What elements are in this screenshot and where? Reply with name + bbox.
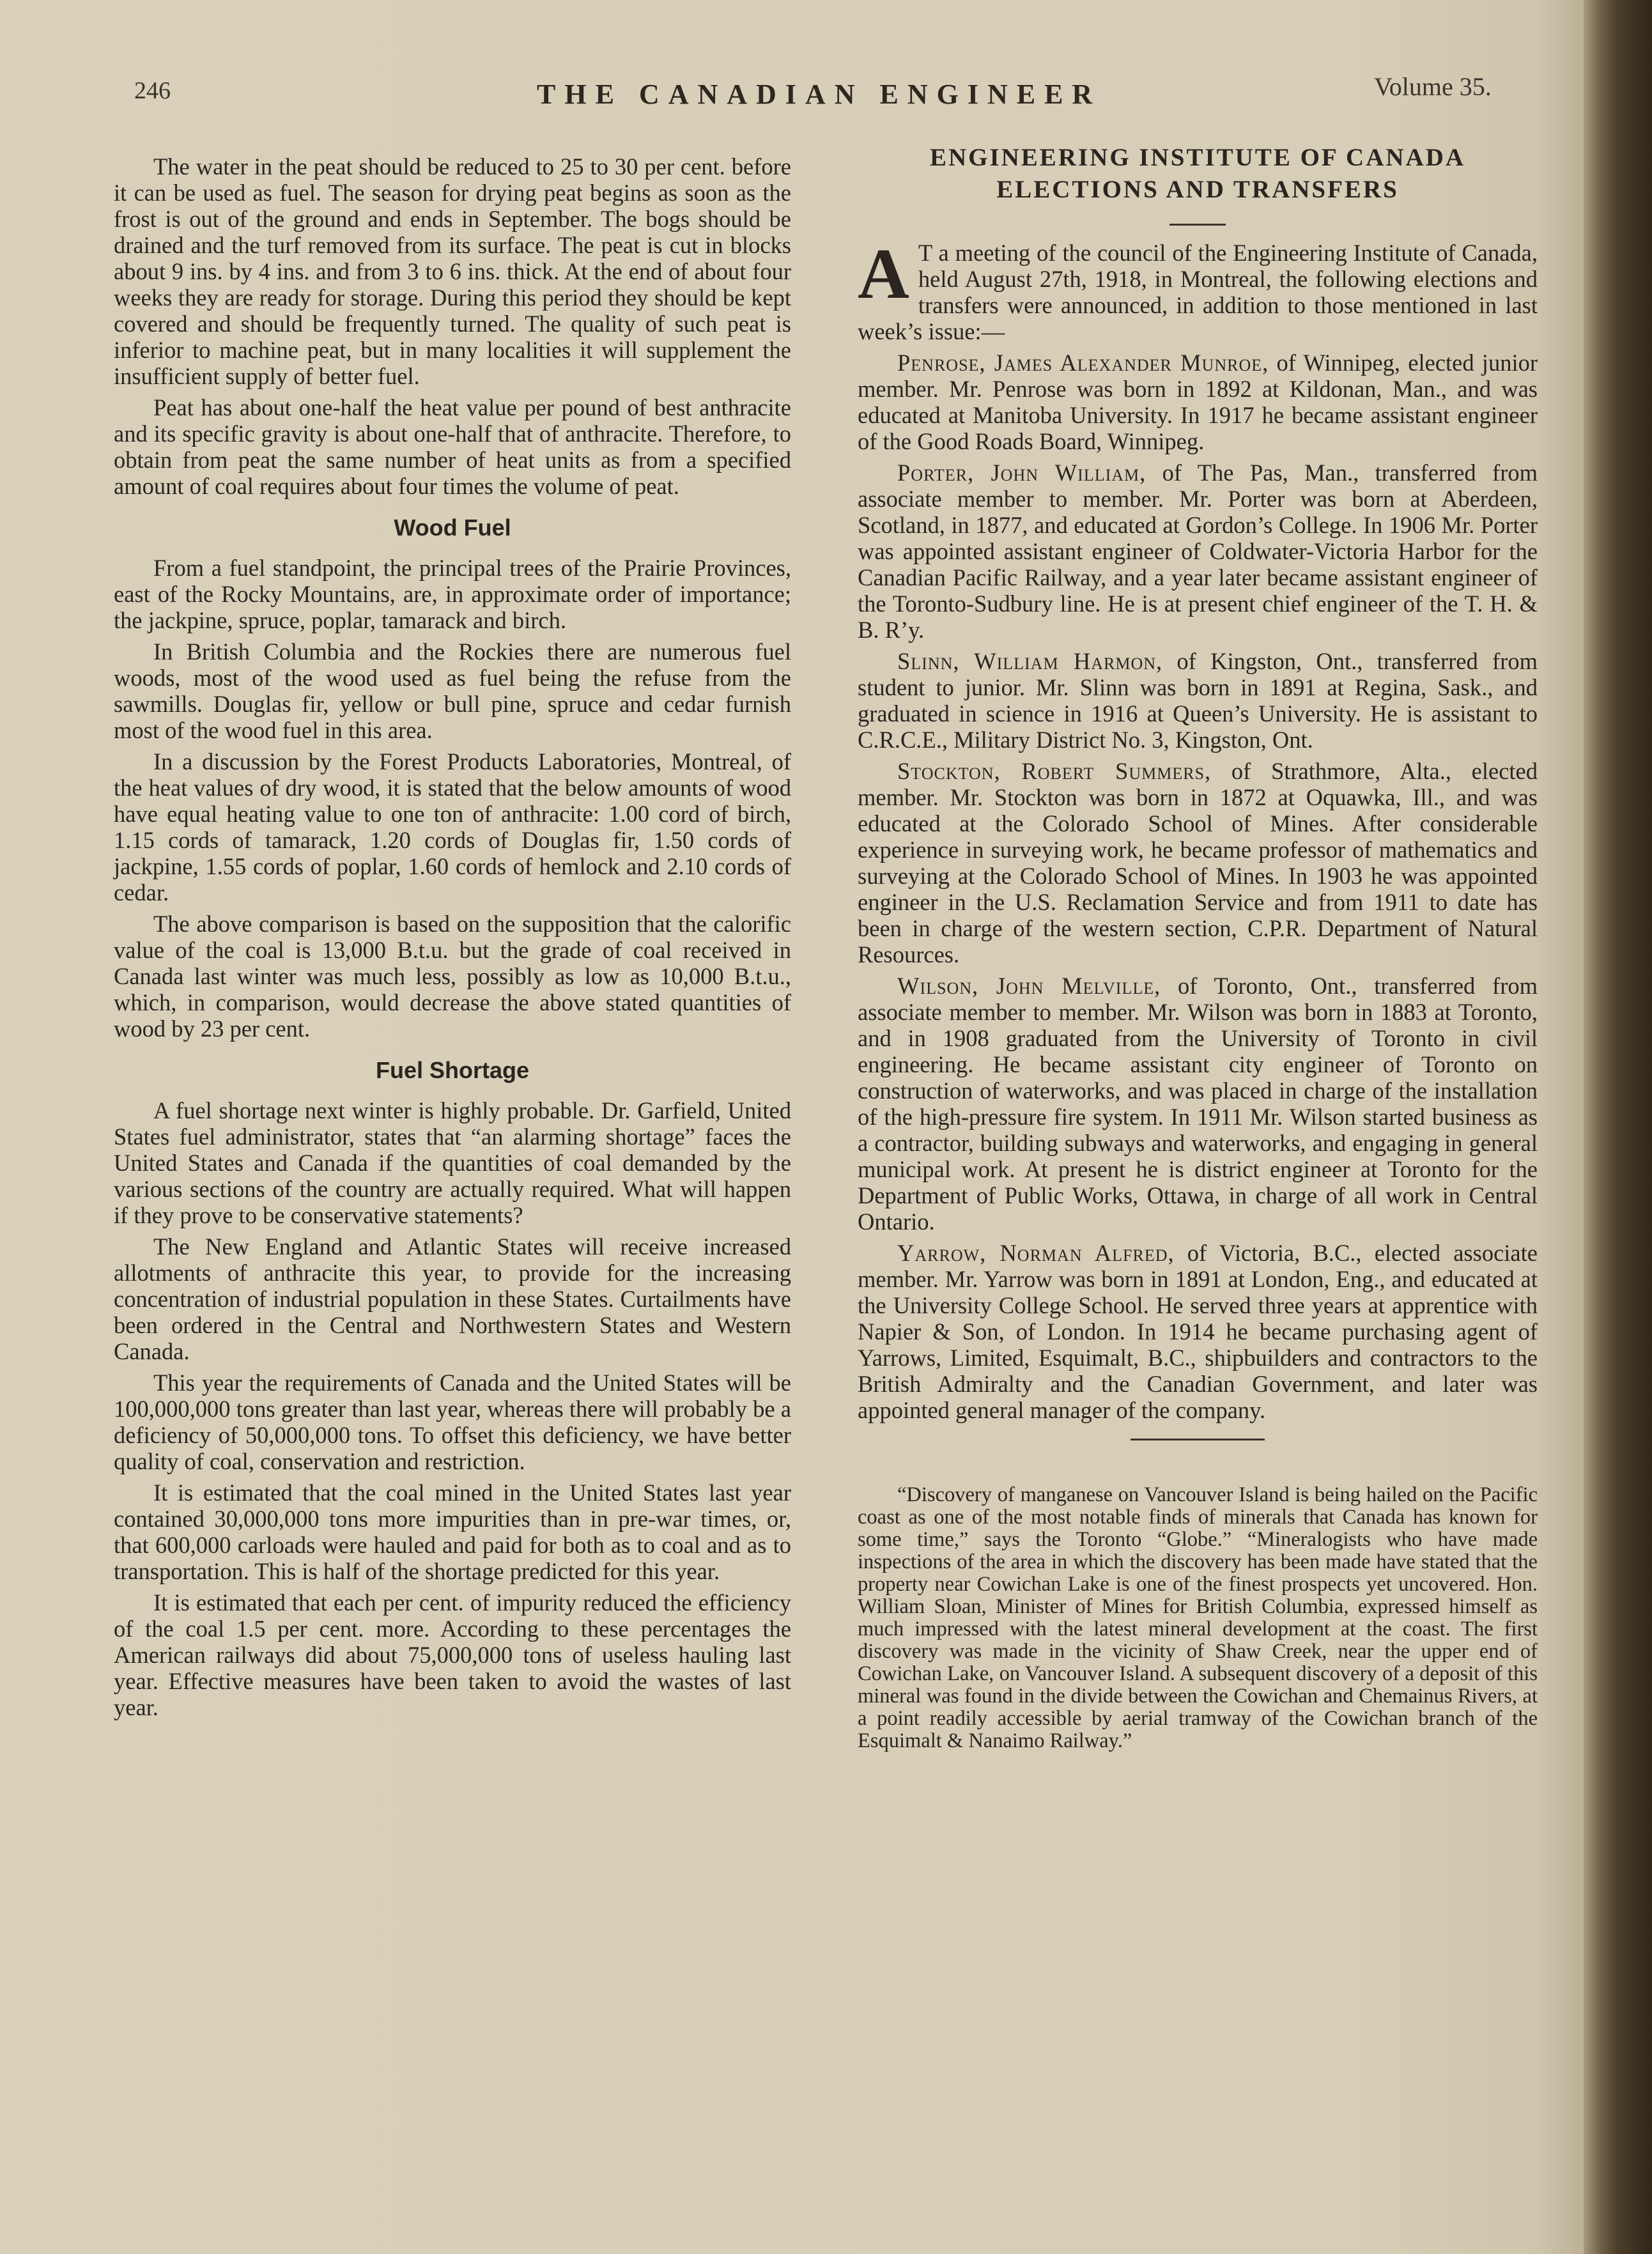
paragraph: The water in the peat should be reduced to 25 to 30 per cent. before it can be used as fuel. The season for drying peat begins as soon as the frost is out of the ground and ends in September. The bogs should be drained and the turf removed from its surface. The peat is cut in blocks about 9 ins. by 4 ins. and from 3 to 6 ins. thick. At the end of about four weeks they are ready for storage. During this period they should be kept covered and should be frequently turned. The quality of such peat is inferior to machine peat, but in many localities it will supplement the insufficient supply of better fuel. bbox=[114, 153, 791, 389]
article-title-line: ENGINEERING INSTITUTE OF CANADA bbox=[929, 144, 1466, 171]
journal-title: THE CANADIAN ENGINEER bbox=[537, 79, 1102, 110]
paragraph: In a discussion by the Forest Products Laboratories, Montreal, of the heat values of dry wood, it is stated that the below amounts of wood have equal heating value to one ton of anthracite: 1.00 cord of birch, 1.15 cords of tamarack, 1.20 cords of Douglas fir, 1.50 cords of jackpine, 1.55 cords of poplar, 1.60 cords of hemlock and 2.10 cords of cedar. bbox=[114, 748, 791, 906]
drop-cap: A bbox=[858, 235, 909, 314]
section-heading-fuel-shortage: Fuel Shortage bbox=[375, 1057, 530, 1083]
member-name: Yarrow, Norman Alfred, bbox=[897, 1240, 1175, 1266]
paragraph: The New England and Atlantic States will receive increased allotments of anthracite this year, to provide for the increasing concentration of industrial population in these States. Curtailments have been ordered in the Central and Northwestern States and Western Canada. bbox=[114, 1233, 791, 1364]
member-entry bbox=[858, 973, 1538, 1235]
member-entry bbox=[858, 1240, 1538, 1423]
paragraph: From a fuel standpoint, the principal trees of the Prairie Provinces, east of the Rocky Mountains, are, in approximate order of importance; the jackpine, spruce, poplar, tamarack and birch. bbox=[114, 555, 791, 633]
paragraph: The above comparison is based on the supposition that the calorific value of the coal is 13,000 B.t.u. but the grade of coal received in Canada last winter was much less, possibly as low as 10,000 B.t.u., which, in comparison, would decrease the above stated quantities of wood by 23 per cent. bbox=[114, 911, 791, 1042]
paragraph: A fuel shortage next winter is highly probable. Dr. Garfield, United States fuel administrator, states that “an alarming shortage” faces the United States and Canada if the quantities of coal demanded by the various sections of the country are actually required. What will happen if they prove to be conservative statements? bbox=[114, 1097, 791, 1228]
book-spine bbox=[1584, 0, 1652, 2254]
member-name: Stockton, Robert Summers, bbox=[897, 758, 1212, 784]
page-number: 246 bbox=[134, 77, 171, 104]
member-text: of Strathmore, Alta., elected member. Mr. Stockton was born in 1872 at Oquawka, Ill., and was educated at the Colorado School of Mines. After considerable experience in surveying work, he became professor of mathematics and surveying at the Colorado School of Mines. In 1903 he was appointed engineer in the U.S. Reclamation Service and from 1911 to date has been in charge of the western section, C.P.R. Department of Natural Resources. bbox=[858, 758, 1538, 968]
intro-paragraph bbox=[858, 235, 1538, 344]
manganese-news-item bbox=[858, 1484, 1538, 1752]
member-entry bbox=[858, 350, 1538, 454]
member-name: Porter, John William, bbox=[897, 459, 1146, 486]
section-heading-wood-fuel: Wood Fuel bbox=[394, 514, 511, 541]
quote-paragraph: “Discovery of manganese on Vancouver Island is being hailed on the Pacific coast as one of the most notable finds of minerals that Canada has known for some time,” says the Toronto “Globe.” “Mineralogists who have made inspections of the area in which the discovery has been made have stated that the property near Cowichan Lake is one of the finest prospects yet uncovered. Hon. William Sloan, Minister of Mines for British Columbia, expressed himself as much impressed with the latest mineral development at the coast. The first discovery was made in the vicinity of Shaw Creek, near the upper end of Cowichan Lake, on Vancouver Island. A subsequent discovery of a deposit of this mineral was found in the divide between the Cowichan and Chemainus Rivers, at a point readily accessible by aerial tramway of the Cowichan branch of the Esquimalt & Nanaimo Railway.” bbox=[858, 1483, 1538, 1752]
title-rule bbox=[1170, 224, 1226, 226]
paragraph: In British Columbia and the Rockies there are numerous fuel woods, most of the wood used as fuel being the refuse from the sawmills. Douglas fir, yellow or bull pine, spruce and cedar furnish most of the wood fuel in this area. bbox=[114, 638, 791, 743]
right-column bbox=[858, 142, 1538, 1752]
member-text: of Winnipeg, elected junior member. Mr. Penrose was born in 1892 at Kildonan, Man., and was educated at Manitoba University. In 1917 he became assistant engineer of the Good Roads Board, Winnipeg. bbox=[858, 350, 1538, 454]
article-title bbox=[858, 142, 1538, 206]
member-text: of The Pas, Man., transferred from associate member to member. Mr. Porter was born at Aberdeen, Scotland, in 1877, and educated at Gordon’s College. In 1906 Mr. Porter was appointed assistant engineer of Coldwater-Victoria Harbor for the Canadian Pacific Railway, and a year later became assistant engineer of the Toronto-Sudbury line. He is at present chief engineer of the T. H. & B. R’y. bbox=[858, 459, 1538, 643]
member-name: Penrose, James Alexander Munroe, bbox=[897, 350, 1269, 376]
member-name: Wilson, John Melville, bbox=[897, 973, 1161, 999]
volume-label: Volume 35. bbox=[1374, 72, 1492, 101]
section-divider bbox=[1131, 1439, 1265, 1440]
left-column bbox=[114, 153, 791, 1725]
member-text: of Victoria, B.C., elected associate member. Mr. Yarrow was born in 1891 at London, Eng., and educated at the University College School. He served three years at apprentice with Napier & Son, of London. In 1914 he became purchasing agent of Yarrows, Limited, Esquimalt, B.C., shipbuilders and contractors to the British Admiralty and the Canadian Government, and later was appointed general manager of the company. bbox=[858, 1240, 1538, 1423]
member-name: Slinn, William Harmon, bbox=[897, 648, 1163, 674]
member-entry bbox=[858, 648, 1538, 753]
member-entry bbox=[858, 459, 1538, 643]
member-text: of Kingston, Ont., transferred from student to junior. Mr. Slinn was born in 1891 at Regina, Sask., and graduated in science in 1916 at Queen’s University. He is assistant to C.R.C.E., Military District No. 3, Kingston, Ont. bbox=[858, 648, 1538, 753]
article-title-line: ELECTIONS AND TRANSFERS bbox=[996, 176, 1399, 203]
paragraph: This year the requirements of Canada and the United States will be 100,000,000 tons greater than last year, whereas there will probably be a deficiency of 50,000,000 tons. To offset this deficiency, we have better quality of coal, conservation and restriction. bbox=[114, 1370, 791, 1474]
member-text: of Toronto, Ont., transferred from associate member to member. Mr. Wilson was born in 1883 at Toronto, and in 1908 graduated from the University of Toronto in civil engineering. He became assistant city engineer of Toronto on construction of waterworks, and was placed in charge of the installation of the high-pressure fire system. In 1911 Mr. Wilson started business as a contractor, building subways and waterworks, and engaging in general municipal work. At present he is district engineer at Toronto for the Department of Public Works, Ottawa, in charge of all work in Central Ontario. bbox=[858, 973, 1538, 1235]
paragraph: Peat has about one-half the heat value per pound of best anthracite and its specific gravity is about one-half that of anthracite. Therefore, to obtain from peat the same number of heat units as from a specified amount of coal requires about four times the volume of peat. bbox=[114, 394, 791, 499]
member-entry bbox=[858, 758, 1538, 968]
paragraph: It is estimated that each per cent. of impurity reduced the efficiency of the coal 1.5 per cent. more. According to these percentages the American railways did about 75,000,000 tons of useless hauling last year. Effective measures have been taken to avoid the wastes of last year. bbox=[114, 1589, 791, 1720]
intro-text: T a meeting of the council of the Engineering Institute of Canada, held August 27th, 1918, in Montreal, the following elections and transfers were announced, in addition to those mentioned in last week’s issue:— bbox=[858, 240, 1538, 344]
paragraph: It is estimated that the coal mined in the United States last year contained 30,000,000 tons more impurities than in pre-war times, or, that 600,000 carloads were hauled and paid for both as to coal and as to transportation. This is half of the shortage predicted for this year. bbox=[114, 1479, 791, 1584]
